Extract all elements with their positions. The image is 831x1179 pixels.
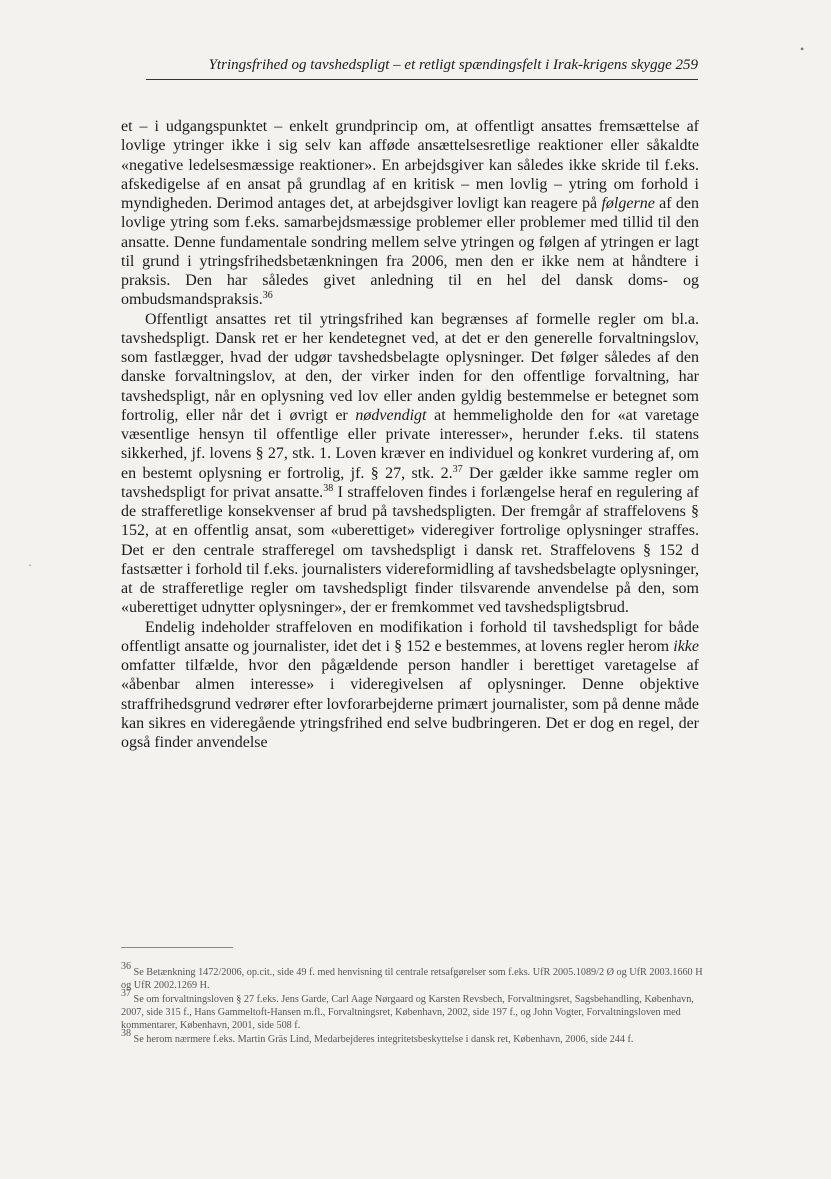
scan-speck-mark: • xyxy=(800,42,805,56)
footnote-ref-37: 37 xyxy=(452,463,463,475)
footnote-item: $^{36}$ Se Betænkning 1472/2006, op.cit., side 49 f. med henvisning til centrale retsafgørelser som f.eks. UfR 2005.1089/2 Ø og UfR 2003.1660 H og UfR 2002.1269 H. xyxy=(121,961,703,992)
footnote-item: $^{37}$ Se om forvaltningsloven § 27 f.eks. Jens Garde, Carl Aage Nørgaard og Karsten Revsbech, Forvaltningsret, Sagsbehandling, København, 2007, side 315 f., Hans Gammeltoft-Hansen m.fl., Forvaltningsret, København, 2002, side 197 f., og John Vogter, Forvaltningsloven med kommentarer, København, 2001, side 508 f. xyxy=(121,988,694,1032)
footnote-ref-38: 38 xyxy=(323,482,334,494)
paragraph-3: Endelig indeholder straffeloven en modifikation i forhold til tavshedspligt for både offentligt ansatte og journalister, idet det i § 152 e bestemmes, at lovens regler herom ikke omfatter tilfælde, hvor den pågældende person handler i berettiget varetagelse af «åbenbar almen interesse» i videregivelsen af oplysninger. Denne objektive straffrihedsgrund vedrører efter lovforarbejderne primært journalister, som på denne måde kan sikres en videregående ytringsfrihed end selve budbringeren. Det er dog en regel, der også finder anvendelse xyxy=(121,618,699,751)
scan-speck-mark: · xyxy=(28,558,32,572)
paragraph-2: Offentligt ansattes ret til ytringsfrihed kan begrænses af formelle regler om bl.a. tavshedspligt. Dansk ret er her kendetegnet ved, at det er den generelle forvaltningslov, som fastlægger, hvad der udgør tavshedsbelagte oplysninger. Det følger således af den danske forvaltningslov, at den, der virker inden for den offentlige forvaltning, har tavshedspligt, når en oplysning ved lov eller anden gyldig bestemmelse er betegnet som fortrolig, eller når det i øvrigt er nødvendigt at hemmeligholde den for «at varetage væsentlige hensyn til offentlige eller private interesser», herunder f.eks. til statens sikkerhed, jf. lovens § 27, stk. 1. Loven kræver en individuel og konkret vurdering af, om en bestemt oplysning er fortrolig, jf. § 27, stk. 2.37 Der gælder ikke samme regler om tavshedspligt for privat ansatte.$^{38}$ I straffeloven findes i forlængelse heraf en regulering af de strafferetlige konsekvenser af brud på tavshedspligten. Der fremgår af straffelovens § 152, at en offentlig ansat, som «uberettiget» videregiver fortrolige oplysninger straffes. Det er den centrale strafferegel om tavshedspligt i dansk ret. Straffelovens § 152 d fastsætter i forhold til f.eks. journalisters videreformidling af tavshedsbelagte oplysninger, at de strafferetlige regler om tavshedspligt finder tilsvarende anvendelse på den, som «uberettiget udnytter oplysninger», der er fremkommet ved tavshedspligtsbrud. xyxy=(121,310,700,617)
footnote-item: $^{38}$ Se herom nærmere f.eks. Martin Gräs Lind, Medarbejderes integritetsbeskyttelse i dansk ret, København, 2006, side 244 f. xyxy=(121,1028,634,1046)
footnote-rule xyxy=(121,947,233,948)
page-number: 259 xyxy=(675,57,698,73)
running-header xyxy=(146,56,698,74)
running-title: Ytringsfrihed og tavshedspligt – et retligt spændingsfelt i Irak-krigens skygge xyxy=(208,57,672,73)
footnote-ref-36: 36 xyxy=(262,290,273,302)
body-text xyxy=(121,117,699,752)
header-rule xyxy=(146,79,698,80)
paragraph-1: et – i udgangspunktet – enkelt grundprincip om, at offentligt ansattes fremsættelse af lovlige ytringer ikke i sig selv kan afføde ansættelsesretlige reaktioner eller såkaldte «negative ledelsesmæssige reaktioner». En arbejdsgiver kan således ikke skride til f.eks. afskedigelse af en ansat på grundlag af en kritisk – men lovlig – ytring om forhold i myndigheden. Derimod antages det, at arbejdsgiver lovligt kan reagere på følgerne af den lovlige ytring som f.eks. samarbejdsmæssige problemer eller problemer med tillid til den ansatte. Denne fundamentale sondring mellem selve ytringen og følgen af ytringen er lagt til grund i ytringsfrihedsbetænkningen fra 2006, men den er ikke nem at håndtere i praksis. Den har således givet anledning til en hel del dansk doms- og ombudsmandspraksis.$^{36}$ xyxy=(121,118,700,309)
footnotes xyxy=(121,961,705,1048)
